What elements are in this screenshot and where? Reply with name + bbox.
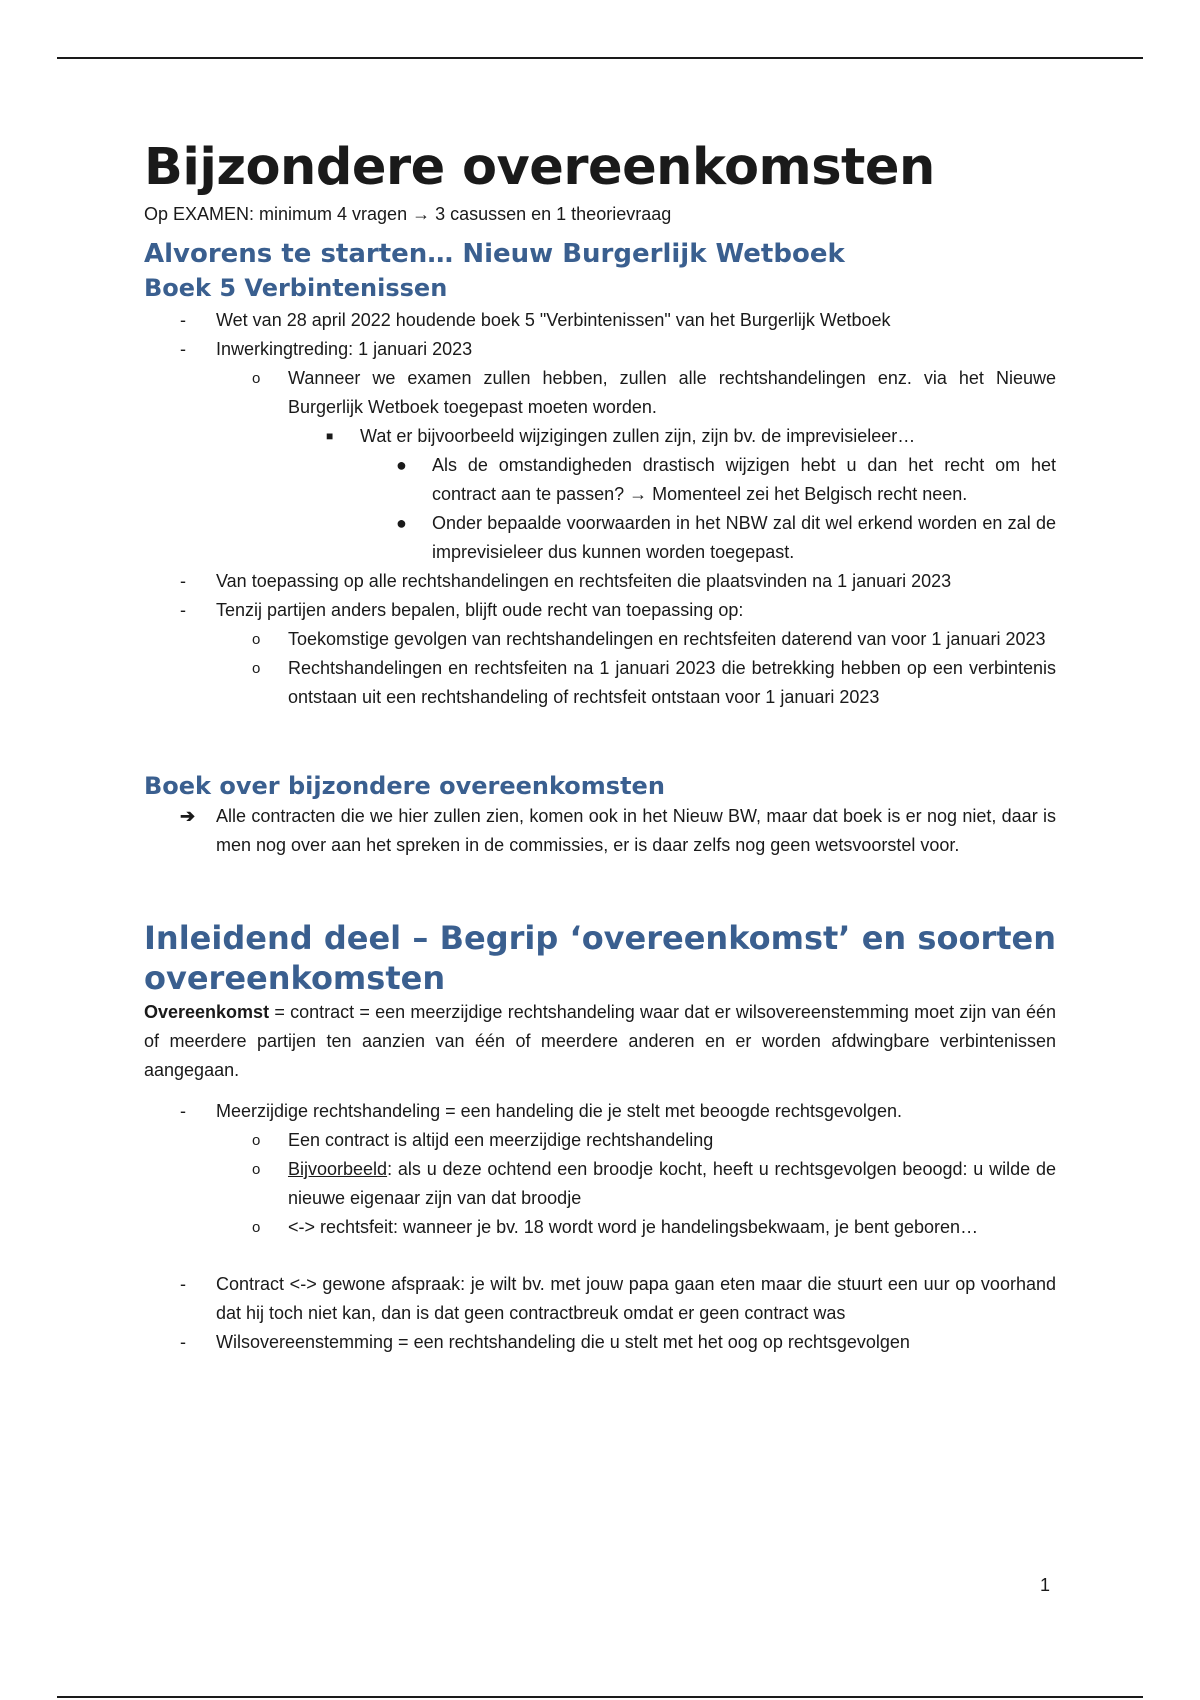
list-inleidend <box>144 1097 1056 1357</box>
list-item: o Toekomstige gevolgen van rechtshandelingen en rechtsfeiten daterend van voor 1 januari 2023 <box>144 625 1056 654</box>
subheading-boek5: Boek 5 Verbintenissen <box>144 274 448 303</box>
arrow-right-icon: ➔ <box>180 806 196 827</box>
circle-marker: o <box>252 370 261 388</box>
list-item: o Een contract is altijd een meerzijdige rechtshandeling <box>144 1126 1056 1155</box>
list-item: - Wilsovereenstemming = een rechtshandeling die u stelt met het oog op rechtsgevolgen <box>144 1328 1056 1357</box>
exam-note: Op EXAMEN: minimum 4 vragen → 3 casussen en 1 theorievraag <box>144 204 672 225</box>
section-heading-inleidend: Inleidend deel – Begrip ‘overeenkomst’ en soorten overeenkomsten <box>144 919 1056 998</box>
page-number: 1 <box>1040 1575 1051 1595</box>
square-marker: ■ <box>326 429 334 444</box>
circle-marker: o <box>252 1161 261 1179</box>
document-body <box>144 140 1056 1357</box>
dash-marker: - <box>180 1101 186 1122</box>
definition-paragraph <box>144 998 1056 1085</box>
dash-marker: - <box>180 310 186 331</box>
section-heading-nbw: Alvorens te starten… Nieuw Burgerlijk Wetboek <box>144 239 845 270</box>
dash-marker: - <box>180 600 186 621</box>
list-item: - Tenzij partijen anders bepalen, blijft oude recht van toepassing op: <box>144 596 1056 625</box>
definition-text: = contract = een meerzijdige rechtshandeling waar dat er wilsovereenstemming moet zijn van één of meerdere partijen ten aanzien van één of meerdere anderen en er worden afdwingbare verbintenissen aangegaan. <box>144 1002 1056 1081</box>
list-item: - Meerzijdige rechtshandeling = een handeling die je stelt met beoogde rechtsgevolgen. <box>144 1097 1056 1126</box>
list-item: ➔ Alle contracten die we hier zullen zien, komen ook in het Nieuw BW, maar dat boek is er nog niet, daar is men nog over aan het spreken in de commissies, er is daar zelfs nog geen wetsvoorstel voor. <box>144 802 1056 860</box>
list-item: ● Als de omstandigheden drastisch wijzigen hebt u dan het recht om het contract aan te passen? → Momenteel zei het Belgisch recht neen. <box>144 451 1056 509</box>
circle-marker: o <box>252 1219 261 1237</box>
header-rule <box>57 57 1143 59</box>
list-item: - Inwerkingtreding: 1 januari 2023 <box>144 335 1056 364</box>
list-item: - Van toepassing op alle rechtshandelingen en rechtsfeiten die plaatsvinden na 1 januari 2023 <box>144 567 1056 596</box>
bullet-marker: ● <box>396 455 407 476</box>
subheading-bijzondere: Boek over bijzondere overeenkomsten <box>144 772 665 801</box>
dash-marker: - <box>180 1332 186 1353</box>
circle-marker: o <box>252 1132 261 1150</box>
bullet-marker: ● <box>396 513 407 534</box>
list-item: ■ Wat er bijvoorbeeld wijzigingen zullen zijn, zijn bv. de imprevisieleer… <box>144 422 1056 451</box>
list-bijzondere <box>144 802 1056 860</box>
footer-rule <box>57 1696 1143 1698</box>
dash-marker: - <box>180 571 186 592</box>
dash-marker: - <box>180 339 186 360</box>
document-title: Bijzondere overeenkomsten <box>144 138 935 197</box>
list-item: o <-> rechtsfeit: wanneer je bv. 18 wordt word je handelingsbekwaam, je bent geboren… <box>144 1213 1056 1242</box>
circle-marker: o <box>252 631 261 649</box>
list-item: o Rechtshandelingen en rechtsfeiten na 1 januari 2023 die betrekking hebben op een verbintenis ontstaan uit een rechtshandeling of rechtsfeit ontstaan voor 1 januari 2023 <box>144 654 1056 712</box>
dash-marker: - <box>180 1274 186 1295</box>
list-item: o Wanneer we examen zullen hebben, zullen alle rechtshandelingen enz. via het Nieuwe Burgerlijk Wetboek toegepast moeten worden. <box>144 364 1056 422</box>
list-boek5 <box>144 306 1056 712</box>
list-item: ● Onder bepaalde voorwaarden in het NBW zal dit wel erkend worden en zal de imprevisieleer dus kunnen worden toegepast. <box>144 509 1056 567</box>
list-item: o Bijvoorbeeld: als u deze ochtend een broodje kocht, heeft u rechtsgevolgen beoogd: u wilde de nieuwe eigenaar zijn van dat broodje <box>144 1155 1056 1213</box>
circle-marker: o <box>252 660 261 678</box>
list-item: - Wet van 28 april 2022 houdende boek 5 "Verbintenissen" van het Burgerlijk Wetboek <box>144 306 1056 335</box>
list-item: - Contract <-> gewone afspraak: je wilt bv. met jouw papa gaan eten maar die stuurt een uur op voorhand dat hij toch niet kan, dan is dat geen contractbreuk omdat er geen contract was <box>144 1270 1056 1328</box>
definition-term: Overeenkomst <box>144 1002 270 1023</box>
